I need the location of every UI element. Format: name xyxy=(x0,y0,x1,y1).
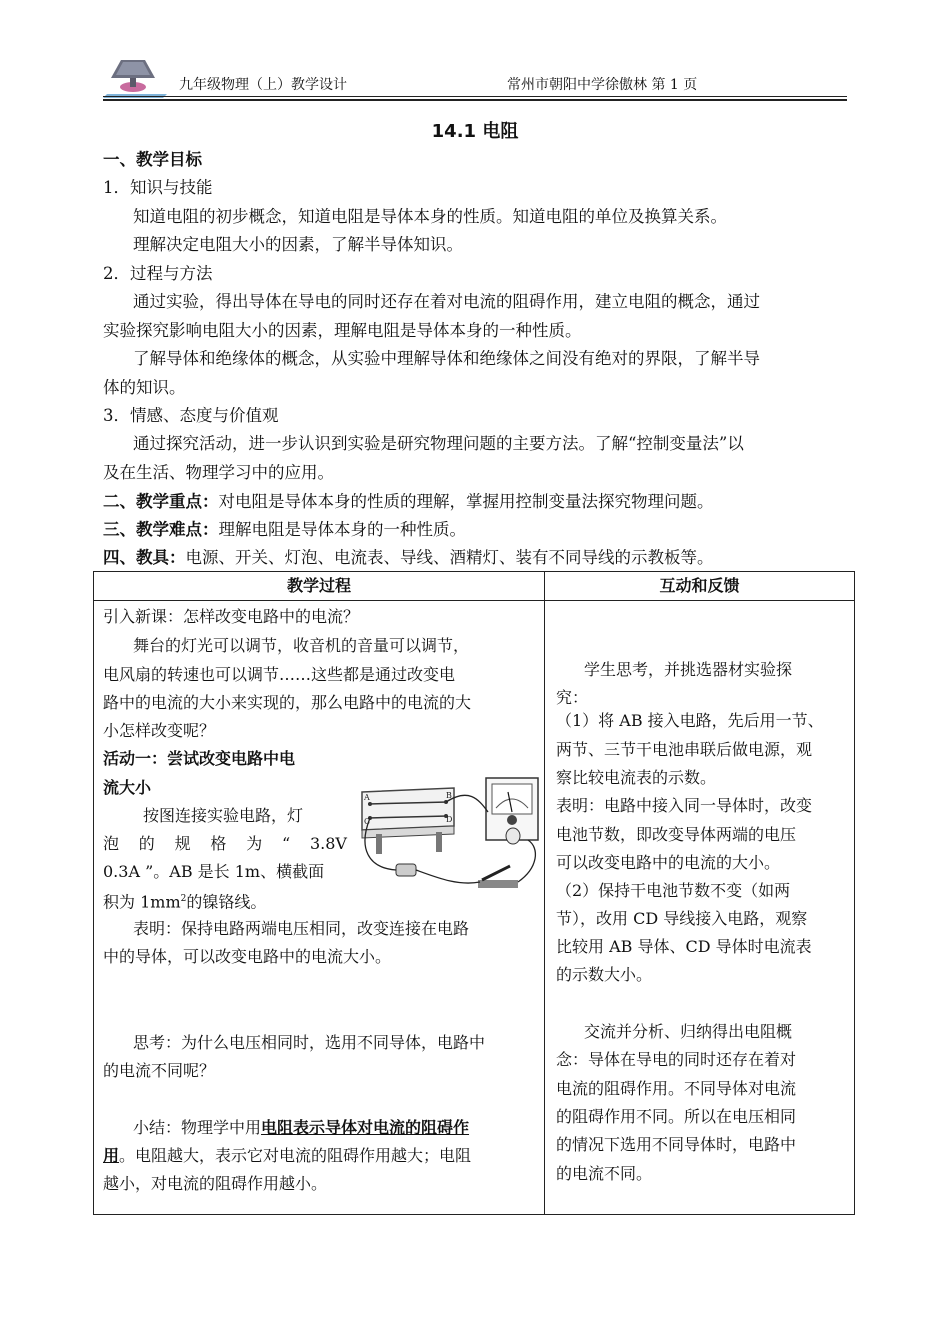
section-1-para-1: 知道电阻的初步概念，知道电阻是导体本身的性质。知道电阻的单位及换算关系。 xyxy=(133,207,727,226)
experiment-line-b xyxy=(103,829,347,858)
table-header-feedback: 互动和反馈 xyxy=(659,576,740,595)
feedback-line-13: 交流并分析、归纳得出电阻概 xyxy=(584,1022,793,1041)
exp-word: 泡 xyxy=(103,834,120,853)
experiment-line-d xyxy=(103,885,266,916)
intro-line: 引入新课：怎样改变电路中的电流？ xyxy=(103,607,360,626)
difficulty xyxy=(103,516,466,545)
feedback-line-14: 念：导体在导电的同时还存在着对 xyxy=(556,1050,797,1069)
lamp-logo-icon xyxy=(103,56,169,98)
key-points xyxy=(103,488,714,517)
experiment-line-a: 按图连接实验电路，灯 xyxy=(143,806,304,825)
header-course-title: 九年级物理（上）教学设计 xyxy=(179,77,347,93)
board-label-a: A xyxy=(364,793,370,802)
exp-word: 为 xyxy=(246,834,263,853)
exp-word: 的 xyxy=(138,834,155,853)
section-2-title: 2．过程与方法 xyxy=(103,264,213,283)
feedback-line-3: （1）将 AB 接入电路，先后用一节、 xyxy=(556,711,824,730)
feedback-line-5: 察比较电流表的示数。 xyxy=(556,768,717,787)
intro-para-a: 舞台的灯光可以调节，收音机的音量可以调节， xyxy=(133,636,470,655)
difficulty-text: 理解电阻是导体本身的一种性质。 xyxy=(218,520,466,539)
activity-1-title-b: 流大小 xyxy=(103,778,152,797)
objectives-heading: 一、教学目标 xyxy=(103,150,202,169)
tools-label: 四、教具： xyxy=(103,548,186,567)
feedback-line-16: 的阻碍作用不同。所以在电压相同 xyxy=(556,1107,797,1126)
board-label-c: C xyxy=(364,817,371,826)
page-title: 14.1 电阻 xyxy=(431,121,519,142)
summary-line-b xyxy=(103,1141,471,1170)
activity-1-title-a: 活动一：尝试改变电路中电 xyxy=(103,749,296,768)
exp-word: 3.8V xyxy=(309,834,347,853)
header-rule-thick xyxy=(103,99,847,101)
feedback-line-17: 的情况下选用不同导体时，电路中 xyxy=(556,1135,797,1154)
feedback-line-7: 电池节数，即改变导体两端的电压 xyxy=(556,825,797,844)
feedback-line-12: 的示数大小。 xyxy=(556,965,653,984)
difficulty-label: 三、教学难点： xyxy=(103,520,219,539)
intro-para-c: 路中的电流的大小来实现的，那么电路中的电流的大 xyxy=(103,693,472,712)
intro-para-b: 电风扇的转速也可以调节……这些都是通过改变电 xyxy=(103,665,456,684)
feedback-line-6: 表明：电路中接入同一导体时，改变 xyxy=(556,796,813,815)
experiment-line-c: 0.3A ”。AB 是长 1m、横截面 xyxy=(103,862,325,881)
summary-text: 。电阻越大，表示它对电流的阻碍作用越大；电阻 xyxy=(119,1146,472,1165)
section-3-para-1a: 通过探究活动，进一步认识到实验是研究物理问题的主要方法。了解“控制变量法”以 xyxy=(133,434,744,453)
feedback-line-4: 两节、三节干电池串联后做电源，观 xyxy=(556,740,813,759)
exp-word: 格 xyxy=(210,834,227,853)
header-school-page: 常州市朝阳中学徐傲林 第 1 页 xyxy=(507,77,698,93)
key-points-label: 二、教学重点： xyxy=(103,492,219,511)
summary-key-phrase: 电阻表示导体对电流的阻碍作 xyxy=(261,1118,470,1137)
section-2-para-1a: 通过实验，得出导体在导电的同时还存在着对电流的阻碍作用，建立电阻的概念，通过 xyxy=(133,292,760,311)
section-1-title: 1．知识与技能 xyxy=(103,178,213,197)
section-2-para-1b: 实验探究影响电阻大小的因素，理解电阻是导体本身的一种性质。 xyxy=(103,321,582,340)
exp-area-text-2: 的镍铬线。 xyxy=(186,892,267,912)
section-2-para-2a: 了解导体和绝缘体的概念，从实验中理解导体和绝缘体之间没有绝对的界限，了解半导 xyxy=(133,349,760,368)
summary-key-phrase-end: 用 xyxy=(103,1146,120,1165)
feedback-line-2: 究： xyxy=(556,688,589,707)
feedback-line-11: 比较用 AB 导体、CD 导体时电流表 xyxy=(556,937,812,956)
board-label-d: D xyxy=(446,815,453,824)
feedback-line-9: （2）保持干电池节数不变（如两 xyxy=(556,881,791,900)
summary-line-a xyxy=(133,1113,469,1142)
exp-word: “ xyxy=(281,834,291,853)
result-line-b: 中的导体，可以改变电路中的电流大小。 xyxy=(103,947,392,966)
exp-area-text: 积为 1mm xyxy=(103,892,181,912)
exp-area-sup: 2 xyxy=(180,894,187,904)
intro-para-d: 小怎样改变呢？ xyxy=(103,721,216,740)
board-label-b: B xyxy=(446,791,452,800)
result-line-a: 表明：保持电路两端电压相同，改变连接在电路 xyxy=(133,919,470,938)
think-line-a: 思考：为什么电压相同时，选用不同导体，电路中 xyxy=(133,1033,486,1052)
summary-prefix: 小结：物理学中用 xyxy=(133,1118,262,1137)
section-2-para-2b: 体的知识。 xyxy=(103,378,186,397)
think-line-b: 的电流不同呢？ xyxy=(103,1061,216,1080)
section-3-title: 3．情感、态度与价值观 xyxy=(103,406,279,425)
key-points-text: 对电阻是导体本身的性质的理解，掌握用控制变量法探究物理问题。 xyxy=(218,492,714,511)
feedback-line-8: 可以改变电路中的电流的大小。 xyxy=(556,853,781,872)
feedback-line-10: 节），改用 CD 导线接入电路，观察 xyxy=(556,909,808,928)
tools xyxy=(103,544,714,573)
table-header-process: 教学过程 xyxy=(286,576,351,595)
section-1-para-2: 理解决定电阻大小的因素，了解半导体知识。 xyxy=(133,235,463,254)
tools-text: 电源、开关、灯泡、电流表、导线、酒精灯、装有不同导线的示教板等。 xyxy=(185,548,714,567)
exp-word: 规 xyxy=(174,834,191,853)
table-column-divider xyxy=(544,571,545,1215)
feedback-line-1: 学生思考，并挑选器材实验探 xyxy=(584,660,793,679)
feedback-line-15: 电流的阻碍作用。不同导体对电流 xyxy=(556,1079,797,1098)
feedback-line-18: 的电流不同。 xyxy=(556,1164,653,1183)
summary-line-c: 越小，对电流的阻碍作用越小。 xyxy=(103,1174,328,1193)
section-3-para-1b: 及在生活、物理学习中的应用。 xyxy=(103,463,334,482)
table-header-divider xyxy=(93,600,855,601)
experiment-circuit-photo xyxy=(358,768,544,904)
header-rule xyxy=(103,96,847,97)
